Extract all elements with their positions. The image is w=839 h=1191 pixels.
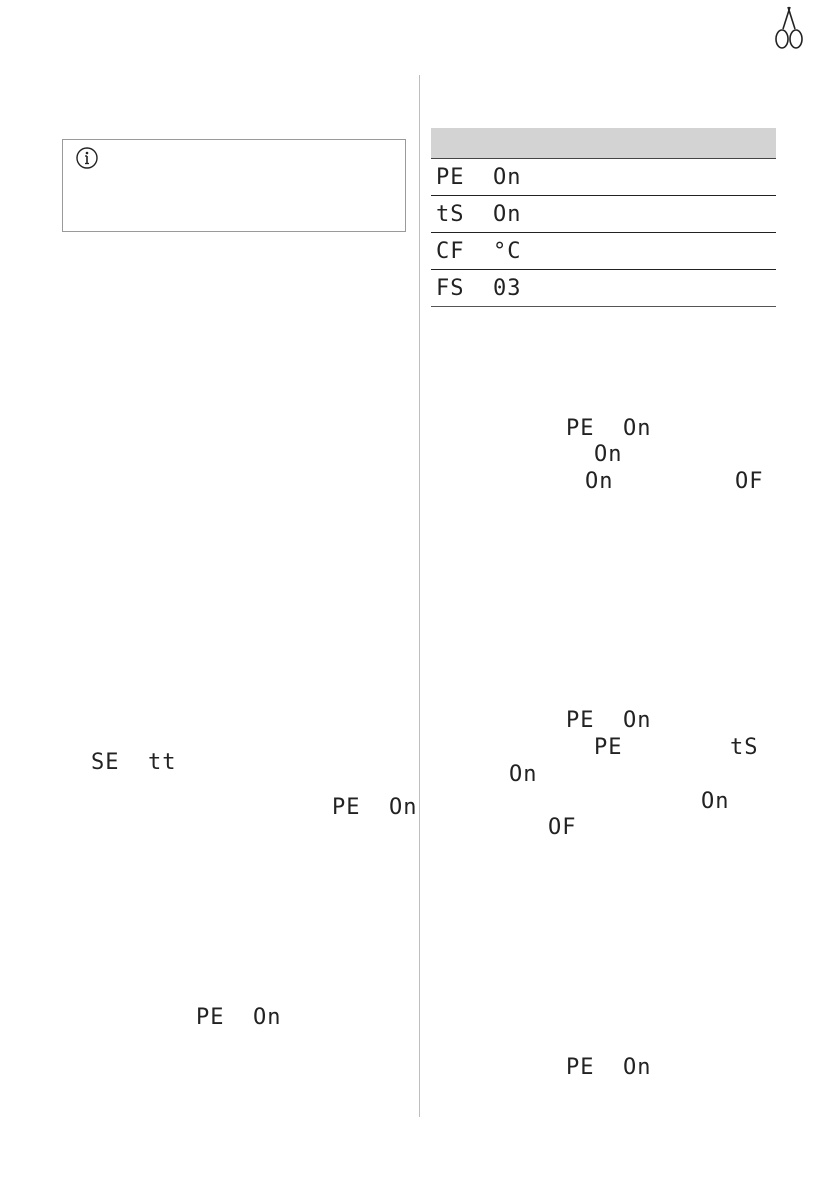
- pe-on-display: PE On: [332, 795, 418, 820]
- table-row: [431, 159, 776, 196]
- info-note-box: [62, 139, 406, 232]
- table-code: CF °C: [436, 239, 522, 264]
- table-row: [431, 233, 776, 270]
- pe-on-display: PE On: [566, 1055, 652, 1080]
- on-display: On: [594, 442, 623, 467]
- table-code: PE On: [436, 165, 522, 190]
- pe-on-display: PE On: [566, 708, 652, 733]
- ts-display: tS: [730, 735, 759, 760]
- table-header: [431, 128, 776, 159]
- pe-on-display: PE On: [196, 1005, 282, 1030]
- table-code: tS On: [436, 202, 522, 227]
- settings-table: [431, 128, 776, 307]
- off-display: OF: [548, 815, 577, 840]
- pe-on-display: PE On: [566, 416, 652, 441]
- pe-display: PE: [594, 735, 623, 760]
- on-display: On: [701, 789, 730, 814]
- set-code-display: SE tt: [91, 750, 177, 775]
- on-display: On: [509, 762, 538, 787]
- table-row: [431, 196, 776, 233]
- on-display: On: [585, 469, 614, 494]
- off-display: OF: [735, 469, 764, 494]
- column-divider: [419, 75, 420, 1117]
- table-row: [431, 270, 776, 307]
- table-code: FS 03: [436, 276, 522, 301]
- info-icon: [75, 146, 99, 170]
